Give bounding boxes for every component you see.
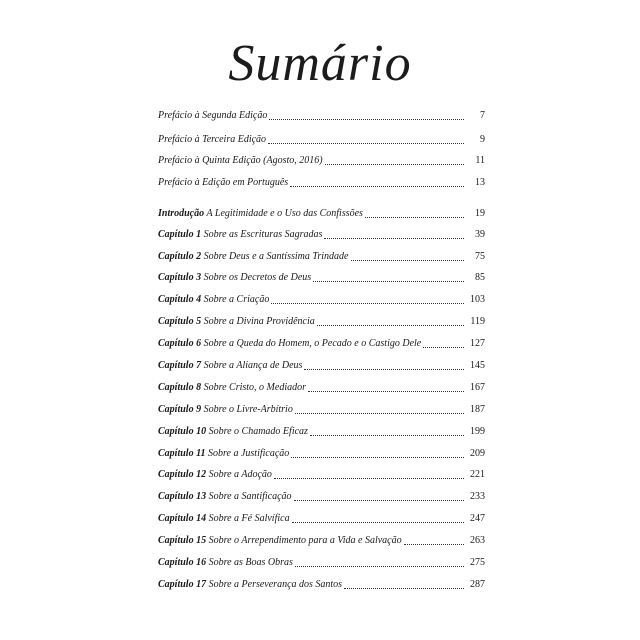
toc-entry-title: Sobre a Aliança de Deus (203, 360, 303, 371)
toc-entry-title: Prefácio à Edição em Português (158, 177, 289, 188)
toc-entry-prefix: Capítulo 5 (158, 316, 202, 327)
dot-leader (404, 543, 464, 545)
toc-entry-label (158, 133, 266, 147)
dot-leader (365, 216, 464, 218)
toc-entry-title: Prefácio à Segunda Edição (158, 110, 268, 121)
dot-leader (274, 477, 464, 479)
dot-leader (271, 302, 464, 304)
dot-leader (291, 456, 464, 458)
toc-entry-page-number: 19 (475, 208, 485, 219)
toc-entry-page-number: 145 (470, 360, 485, 371)
toc-entry-label (158, 250, 349, 264)
dot-leader (313, 280, 464, 282)
toc-entry-page-number: 119 (470, 316, 485, 327)
dot-leader (269, 118, 464, 120)
toc-entry-page-number: 103 (470, 294, 485, 305)
toc-entry-label (158, 578, 342, 592)
toc-entry-page-number: 199 (470, 426, 485, 437)
toc-entry-prefix: Capítulo 3 (158, 272, 202, 283)
toc-entry-title: Sobre o Chamado Eficaz (208, 426, 308, 437)
dot-leader (304, 368, 464, 370)
toc-entry-label (158, 109, 267, 123)
toc-entry-page-number: 287 (470, 579, 485, 590)
dot-leader (295, 565, 464, 567)
dot-leader (310, 434, 464, 436)
dot-leader (344, 587, 464, 589)
toc-entry (158, 379, 485, 395)
toc-entry (158, 401, 485, 417)
toc-entry-title: Sobre Cristo, o Mediador (203, 382, 306, 393)
toc-entry (158, 152, 485, 168)
toc-entry (158, 226, 485, 242)
toc-entry-title: Sobre as Boas Obras (208, 557, 293, 568)
toc-entry-prefix: Capítulo 15 (158, 535, 207, 546)
toc-entry-title: A Legitimidade e o Uso das Confissões (206, 208, 363, 219)
toc-entry-title: Sobre o Arrependimento para a Vida e Salvação (208, 535, 402, 546)
toc-entry-page-number: 209 (470, 448, 485, 459)
toc-entry-label (158, 534, 402, 548)
dot-leader (324, 237, 464, 239)
toc-entry (158, 205, 485, 221)
toc-entry-label (158, 271, 311, 285)
toc-entry-prefix: Capítulo 14 (158, 513, 207, 524)
page-title: Sumário (228, 35, 412, 92)
toc-entry (158, 313, 485, 329)
toc-entry-title: Prefácio à Quinta Edição (Agosto, 2016) (158, 155, 323, 166)
toc-entry-title: Sobre a Santificação (208, 491, 292, 502)
toc-entry-page-number: 275 (470, 557, 485, 568)
toc-entry-page-number: 187 (470, 404, 485, 415)
toc-entry-page-number: 233 (470, 491, 485, 502)
toc-entry-page-number: 167 (470, 382, 485, 393)
toc-entry-title: Sobre a Adoção (208, 469, 272, 480)
toc-entry (158, 107, 485, 123)
toc-entry-prefix: Capítulo 4 (158, 294, 202, 305)
toc-entry-page-number: 221 (470, 469, 485, 480)
toc-entry-page-number: 13 (475, 177, 485, 188)
toc-entry-label (158, 512, 290, 526)
toc-entry-title: Sobre a Perseverança dos Santos (208, 579, 343, 590)
toc-entry-label (158, 337, 421, 351)
toc-entry-title: Sobre a Justificação (208, 448, 290, 459)
toc-entry-title: Sobre os Decretos de Deus (203, 272, 312, 283)
dot-leader (317, 324, 464, 326)
toc-entry-prefix: Introdução (158, 208, 205, 219)
toc-entry (158, 510, 485, 526)
toc-entry-prefix: Capítulo 17 (158, 579, 207, 590)
toc-entry-title: Prefácio à Terceira Edição (158, 134, 267, 145)
toc-entry (158, 488, 485, 504)
toc-entry (158, 576, 485, 592)
toc-entry-label (158, 556, 293, 570)
toc-entry-label (158, 447, 289, 461)
toc-entry-label (158, 176, 288, 190)
toc-entry (158, 335, 485, 351)
dot-leader (294, 499, 464, 501)
toc-entry-label (158, 315, 315, 329)
toc-entry-page-number: 247 (470, 513, 485, 524)
dot-leader (295, 412, 464, 414)
toc-entry-page-number: 11 (475, 155, 485, 166)
toc-entry-label (158, 207, 363, 221)
dot-leader (423, 346, 464, 348)
toc-entry (158, 291, 485, 307)
toc-entry-label (158, 490, 292, 504)
toc-entry (158, 131, 485, 147)
toc-entry-label (158, 154, 323, 168)
toc-entry (158, 445, 485, 461)
toc-entry-prefix: Capítulo 2 (158, 251, 202, 262)
toc-entry-page-number: 39 (475, 229, 485, 240)
toc-entry-title: Sobre a Criação (203, 294, 270, 305)
toc-entry-label (158, 403, 293, 417)
toc-entry-page-number: 263 (470, 535, 485, 546)
toc-entry-page-number: 75 (475, 251, 485, 262)
toc-entry-prefix: Capítulo 13 (158, 491, 207, 502)
toc-entry-prefix: Capítulo 16 (158, 557, 207, 568)
toc-entry-prefix: Capítulo 8 (158, 382, 202, 393)
dot-leader (351, 259, 465, 261)
dot-leader (308, 390, 464, 392)
dot-leader (292, 521, 464, 523)
toc-entry-label (158, 468, 272, 482)
toc-entry (158, 532, 485, 548)
toc-entry-prefix: Capítulo 9 (158, 404, 202, 415)
toc-entry-title: Sobre o Livre-Arbítrio (203, 404, 293, 415)
toc-entry-title: Sobre a Divina Providência (203, 316, 315, 327)
toc-entry-label (158, 359, 302, 373)
toc-entry (158, 269, 485, 285)
toc-entry-page-number: 85 (475, 272, 485, 283)
toc-entry-title: Sobre a Fé Salvífica (208, 513, 290, 524)
toc-entry (158, 466, 485, 482)
toc-entry-prefix: Capítulo 11 (158, 448, 206, 459)
toc-entry-page-number: 7 (480, 110, 485, 121)
toc-entry-prefix: Capítulo 1 (158, 229, 202, 240)
toc-entry-title: Sobre a Queda do Homem, o Pecado e o Castigo Dele (203, 338, 422, 349)
toc-entry-label (158, 228, 322, 242)
dot-leader (325, 163, 464, 165)
toc-entry (158, 248, 485, 264)
dot-leader (268, 142, 464, 144)
toc-entry-label (158, 293, 269, 307)
toc-entry-prefix: Capítulo 12 (158, 469, 207, 480)
toc-entry (158, 174, 485, 190)
toc-entry-page-number: 9 (480, 134, 485, 145)
toc-entry-prefix: Capítulo 10 (158, 426, 207, 437)
dot-leader (290, 185, 464, 187)
toc-entry-page-number: 127 (470, 338, 485, 349)
toc-entry-label (158, 425, 308, 439)
toc-entry (158, 357, 485, 373)
toc-entry (158, 423, 485, 439)
toc-entry-prefix: Capítulo 6 (158, 338, 202, 349)
toc-entry-title: Sobre as Escrituras Sagradas (203, 229, 323, 240)
toc-entry-title: Sobre Deus e a Santíssima Trindade (203, 251, 349, 262)
toc-entry-label (158, 381, 306, 395)
toc-entry-prefix: Capítulo 7 (158, 360, 202, 371)
toc-entry (158, 554, 485, 570)
